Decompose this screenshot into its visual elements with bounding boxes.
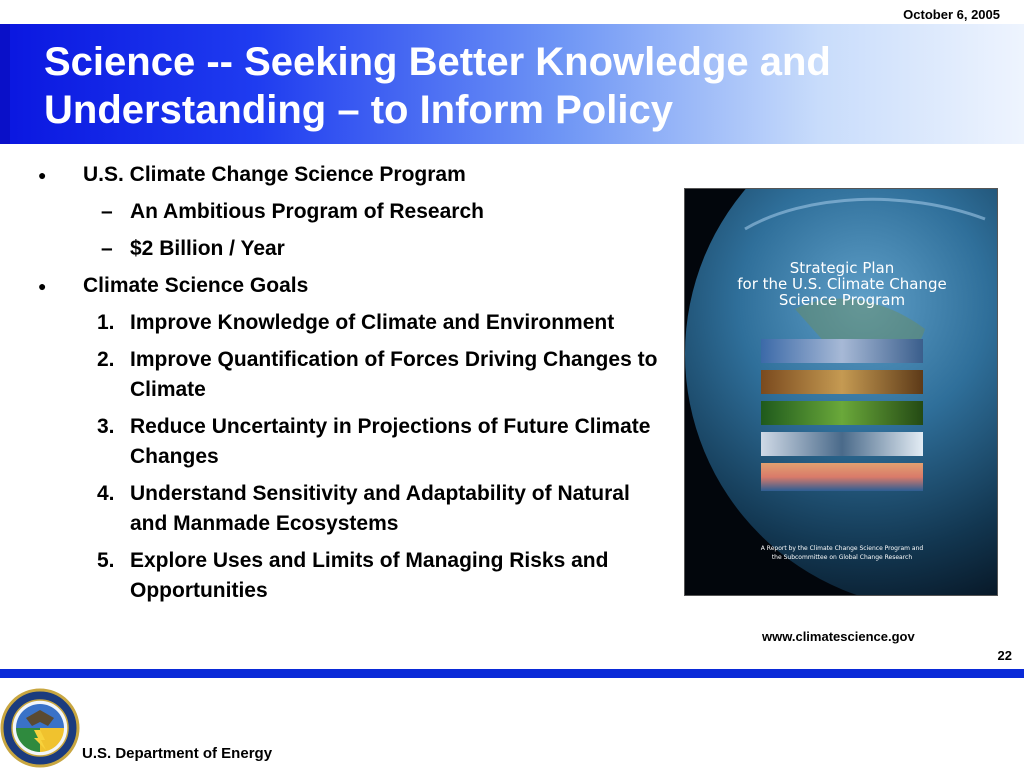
sub-bullet-item bbox=[38, 234, 658, 264]
website-url: www.climatescience.gov bbox=[762, 629, 915, 644]
numbered-text: Reduce Uncertainty in Projections of Future Climate Changes bbox=[130, 415, 651, 468]
doe-seal-icon bbox=[0, 688, 80, 768]
numbered-item bbox=[38, 546, 658, 606]
numbered-item bbox=[38, 412, 658, 472]
bullet-text: U.S. Climate Change Science Program bbox=[83, 163, 466, 186]
report-cover-image bbox=[684, 188, 998, 596]
bullet-text: Climate Science Goals bbox=[83, 274, 309, 297]
sub-bullet-text: An Ambitious Program of Research bbox=[130, 200, 484, 223]
footer-divider bbox=[0, 669, 1024, 678]
bullet-icon: ● bbox=[38, 167, 47, 183]
cover-subtitle-1: A Report by the Climate Change Science Program and bbox=[760, 545, 924, 552]
footer-org-name: U.S. Department of Energy bbox=[82, 745, 273, 762]
title-band bbox=[0, 24, 1024, 144]
item-number: 2. bbox=[97, 348, 115, 371]
cover-title-1: Strategic Plan bbox=[789, 259, 895, 277]
slide-title: Science -- Seeking Better Knowledge and Understanding – to Inform Policy bbox=[44, 40, 831, 132]
cover-title-2: for the U.S. Climate Change bbox=[737, 275, 947, 293]
dash-icon: – bbox=[101, 200, 113, 223]
numbered-item bbox=[38, 479, 658, 539]
bullet-item bbox=[38, 271, 658, 301]
sub-bullet-text: $2 Billion / Year bbox=[130, 237, 285, 260]
cover-title-3: Science Program bbox=[778, 291, 906, 309]
numbered-text: Understand Sensitivity and Adaptability of Natural and Manmade Ecosystems bbox=[130, 482, 630, 535]
bullet-icon: ● bbox=[38, 278, 47, 294]
title-band-accent bbox=[0, 24, 10, 144]
numbered-text: Improve Quantification of Forces Driving Changes to Climate bbox=[130, 348, 658, 401]
dash-icon: – bbox=[101, 237, 113, 260]
cover-subtitle-2: the Subcommittee on Global Change Research bbox=[771, 554, 913, 561]
item-number: 5. bbox=[97, 549, 115, 572]
numbered-item bbox=[38, 345, 658, 405]
item-number: 1. bbox=[97, 311, 115, 334]
bullet-item bbox=[38, 160, 658, 190]
numbered-text: Explore Uses and Limits of Managing Risks and Opportunities bbox=[130, 549, 609, 602]
globe-cover-illustration bbox=[685, 189, 998, 596]
item-number: 3. bbox=[97, 415, 115, 438]
sub-bullet-item bbox=[38, 197, 658, 227]
bullet-list bbox=[38, 160, 658, 613]
numbered-text: Improve Knowledge of Climate and Environment bbox=[130, 311, 615, 334]
numbered-item bbox=[38, 308, 658, 338]
item-number: 4. bbox=[97, 482, 115, 505]
slide-date: October 6, 2005 bbox=[903, 7, 1000, 22]
page-number: 22 bbox=[997, 648, 1012, 663]
